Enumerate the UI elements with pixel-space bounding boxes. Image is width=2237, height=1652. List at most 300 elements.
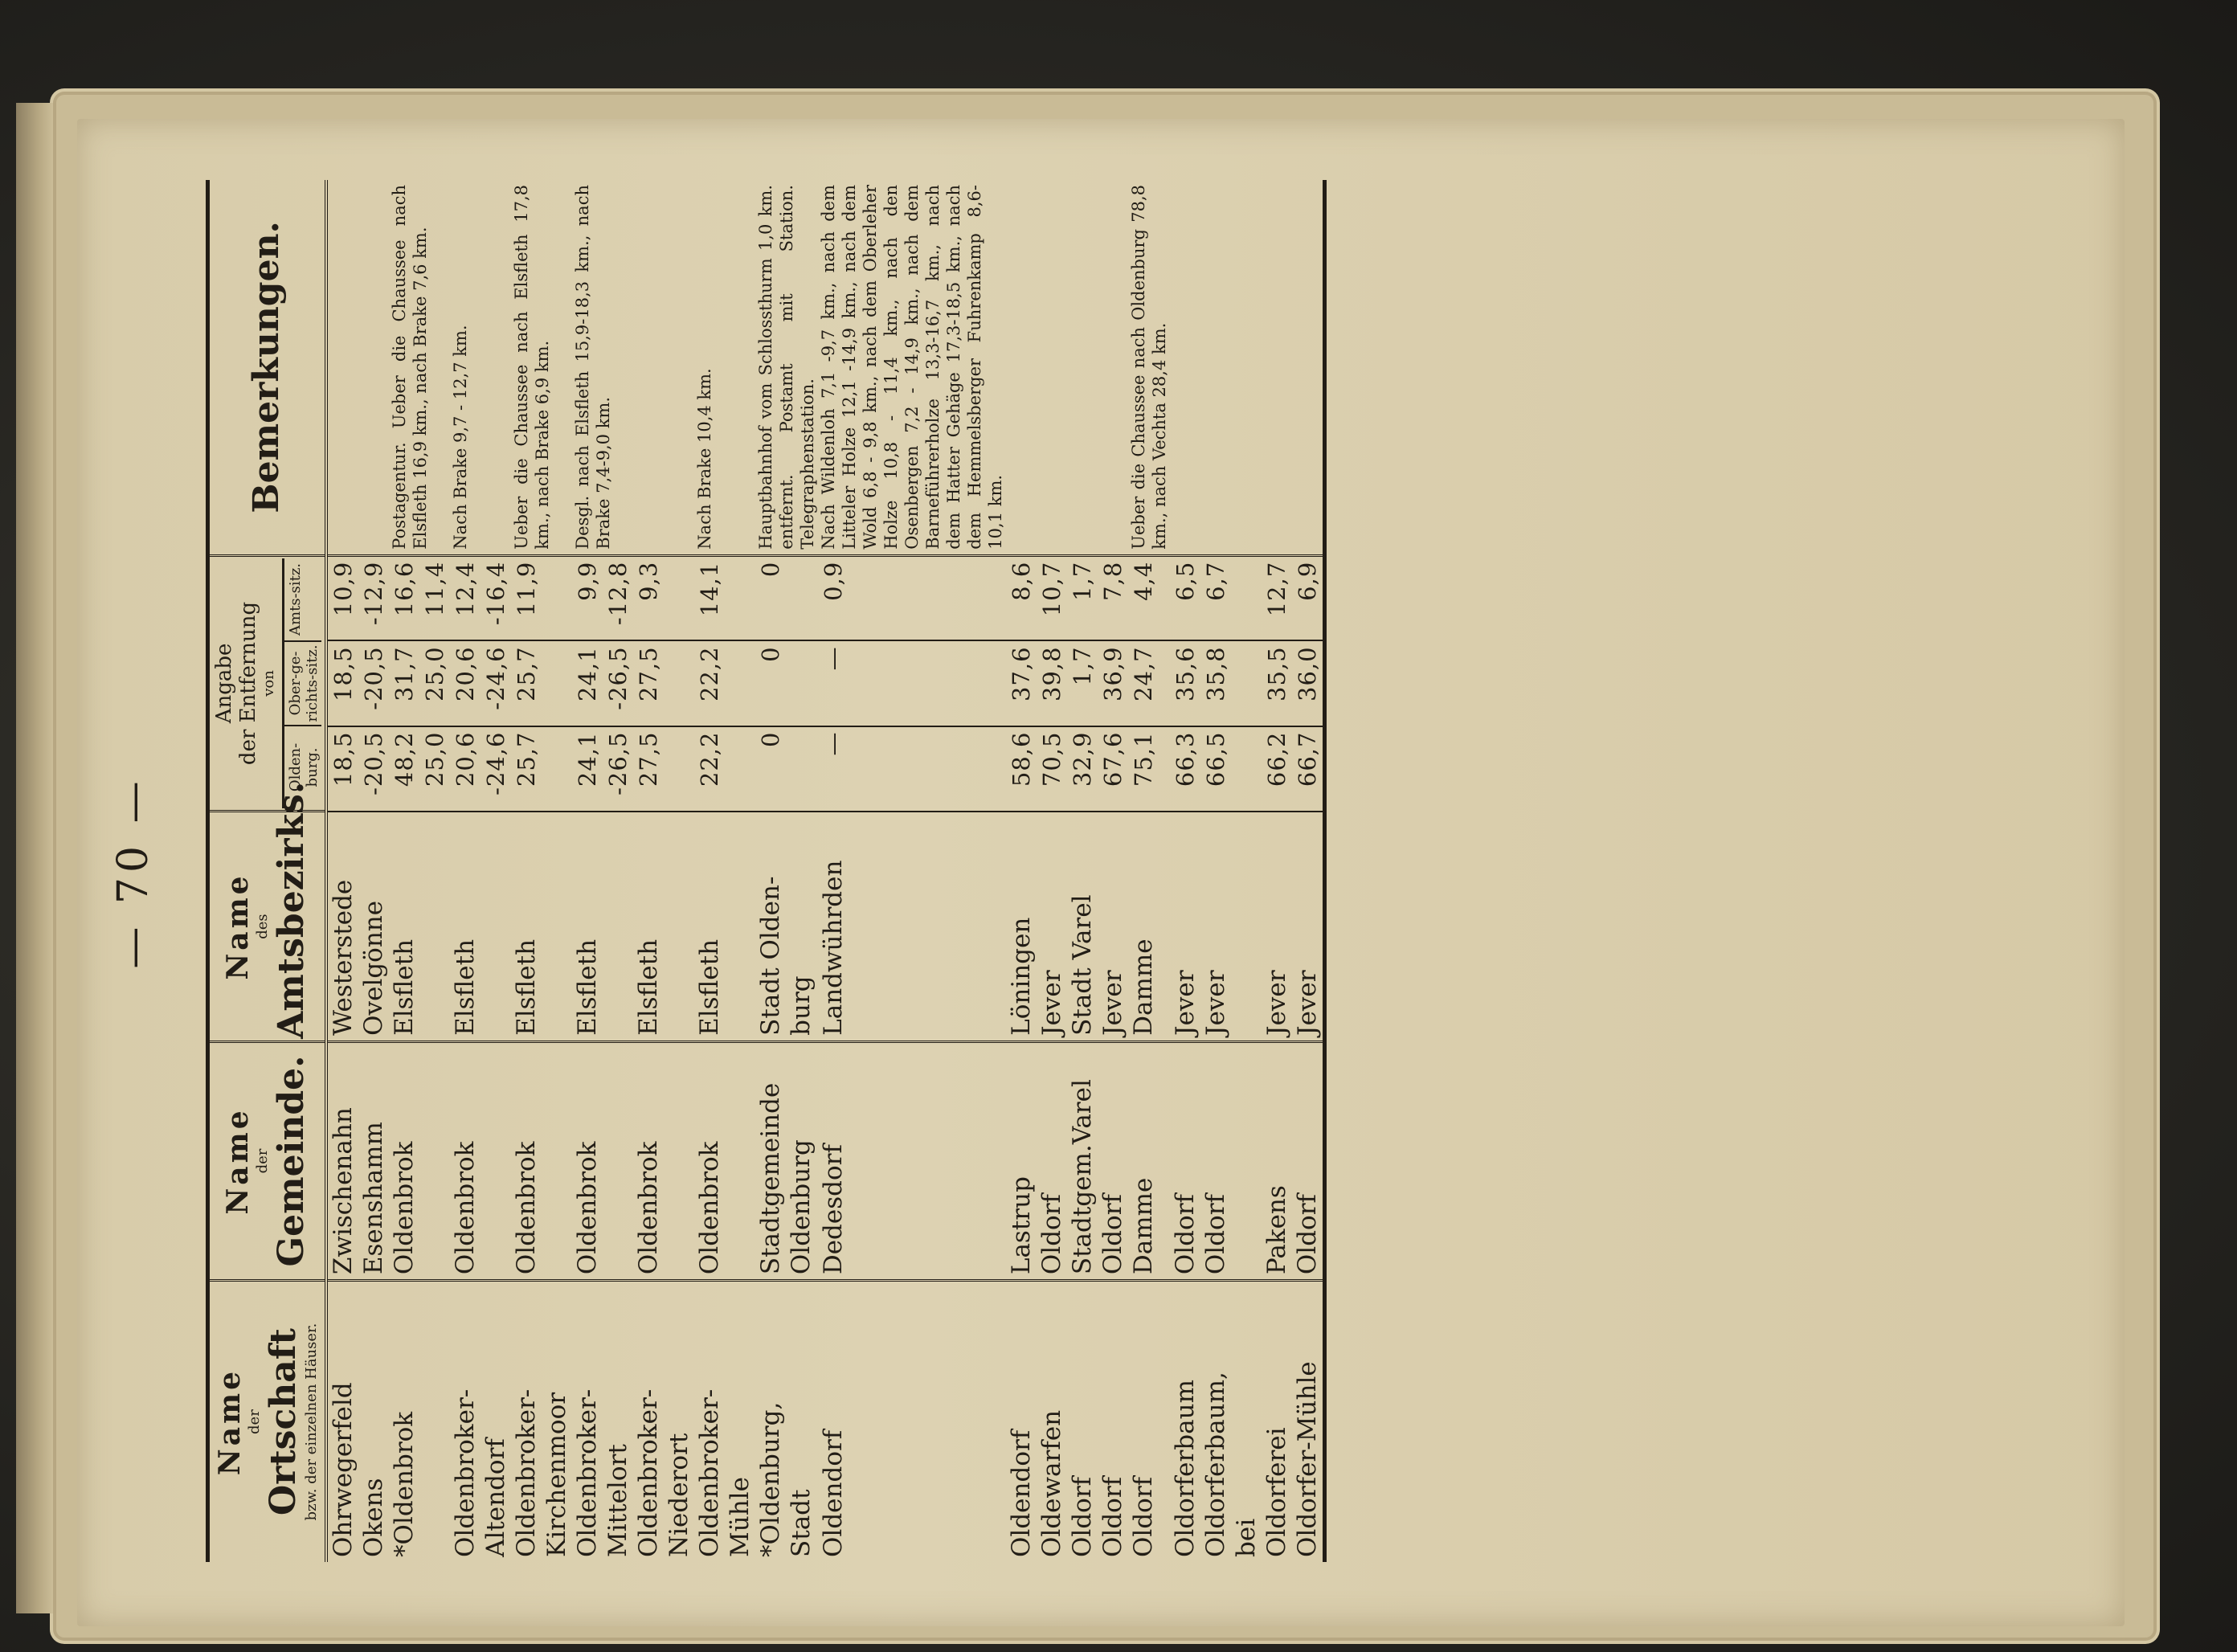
- dist-obergericht-cell-line: 35,6: [1171, 646, 1199, 701]
- ortschaft-cell-line: Oldenbroker-: [450, 1388, 480, 1557]
- dist-amtssitz-cell: [818, 555, 1006, 640]
- dist-oldenburg-cell-line: 20,6: [451, 731, 479, 787]
- bemerkungen-cell-line: Ueber die Chaussee nach Elsfleth 17,8 km., nach Brake 6,9 km.: [511, 185, 552, 550]
- gemeinde-cell: [1037, 1041, 1067, 1280]
- table-row: [1292, 180, 1325, 1562]
- dist-amtssitz-cell: [511, 555, 572, 640]
- dist-amtssitz-cell-line: 8,6: [1007, 561, 1035, 601]
- dist-oldenburg-cell: [1067, 726, 1098, 812]
- dist-amtssitz-cell: [1200, 555, 1262, 640]
- dist-obergericht-cell-line: 27,5: [634, 646, 662, 701]
- amtsbezirk-cell: [1262, 812, 1292, 1042]
- dist-obergericht-cell-line: -24,6: [481, 646, 509, 710]
- dist-amtssitz-cell-line: 9,9: [573, 561, 601, 601]
- amtsbezirk-cell-line: Elsfleth: [572, 938, 602, 1036]
- amtsbezirk-cell-line: Jever: [1200, 970, 1230, 1036]
- table-row: [1170, 180, 1200, 1562]
- gemeinde-cell: [633, 1041, 694, 1280]
- dist-oldenburg-cell: [755, 726, 818, 812]
- dist-obergericht-cell: [326, 640, 358, 726]
- dist-obergericht-cell-line: 36,9: [1098, 646, 1127, 701]
- gemeinde-cell-line: Oldorf: [1292, 1194, 1322, 1275]
- amtsbezirk-cell-line: Jever: [1262, 970, 1291, 1036]
- dist-amtssitz-cell: [1128, 555, 1170, 640]
- ortschaft-cell: [1292, 1281, 1325, 1562]
- dist-obergericht-cell: [1262, 640, 1292, 726]
- ortschaft-cell-line: Ohrwegerfeld: [328, 1382, 358, 1557]
- ortschaft-cell-line: bei: [1231, 1518, 1261, 1557]
- dist-oldenburg-cell-line: -24,6: [481, 731, 509, 795]
- ortschaft-cell-line: Oldorferbaum: [1170, 1380, 1200, 1557]
- amtsbezirk-cell-line: Westerstede: [328, 879, 358, 1036]
- dist-obergericht-cell: [358, 640, 389, 726]
- dist-obergericht-cell-line: 35,8: [1201, 646, 1229, 701]
- gemeinde-cell-line: Oldenburg: [786, 1139, 816, 1275]
- amtsbezirk-cell: [450, 812, 511, 1042]
- amtsbezirk-cell-line: Elsfleth: [511, 938, 541, 1036]
- amtsbezirk-cell: [1170, 812, 1200, 1042]
- gemeinde-cell: [1170, 1041, 1200, 1280]
- dist-oldenburg-cell: [1200, 726, 1262, 812]
- bemerkungen-cell: [572, 180, 633, 555]
- header-obergericht: Ober-ge-richts-sitz.: [284, 642, 321, 726]
- dist-amtssitz-cell-line: -16,4: [481, 561, 509, 626]
- dist-obergericht-cell-line: 24,7: [1129, 646, 1157, 701]
- dist-oldenburg-cell-line: 25,7: [512, 731, 540, 787]
- amtsbezirk-cell: [511, 812, 572, 1042]
- table-row: [450, 180, 511, 1562]
- header-row: [208, 180, 326, 1562]
- bemerkungen-cell: [633, 180, 694, 555]
- dist-obergericht-cell-line: 24,1: [573, 646, 601, 701]
- dist-obergericht-cell: [1128, 640, 1170, 726]
- dist-oldenburg-cell-line: 66,7: [1293, 731, 1321, 787]
- dist-oldenburg-cell-line: —: [819, 731, 847, 756]
- header-ortschaft: Name der Ortschaft bzw. der einzelnen Häuser.: [208, 1281, 326, 1562]
- table-row: [389, 180, 450, 1562]
- dist-oldenburg-cell-line: 66,2: [1262, 731, 1290, 787]
- gemeinde-cell-line: Oldenbrok: [572, 1141, 602, 1275]
- dist-oldenburg-cell-line: 32,9: [1068, 731, 1096, 787]
- dist-obergericht-cell: [389, 640, 450, 726]
- ortschaft-cell-line: Oldorfer-Mühle: [1292, 1361, 1322, 1557]
- dist-obergericht-cell: [633, 640, 694, 726]
- ortschaft-cell: [1006, 1281, 1037, 1562]
- dist-amtssitz-cell-line: -12,9: [359, 561, 387, 626]
- table-row: [633, 180, 694, 1562]
- table-row: [1006, 180, 1037, 1562]
- gemeinde-cell-line: Oldorf: [1098, 1194, 1127, 1275]
- bemerkungen-cell-line: Hauptbahnhof vom Schlossthurm 1,0 km. entfernt. Postamt mit Station. Telegraphenstation.: [755, 185, 817, 550]
- gemeinde-cell-line: Lastrup: [1006, 1176, 1036, 1275]
- ortschaft-cell: [358, 1281, 389, 1562]
- ortschaft-cell-line: Niederort: [664, 1433, 693, 1557]
- amtsbezirk-cell-line: Elsfleth: [694, 938, 724, 1036]
- dist-amtssitz-cell: [389, 555, 450, 640]
- table-row: [1037, 180, 1067, 1562]
- dist-obergericht-cell-line: 0: [756, 646, 784, 662]
- dist-amtssitz-cell: [1067, 555, 1098, 640]
- bemerkungen-cell: [1098, 180, 1128, 555]
- gemeinde-cell: [326, 1041, 358, 1280]
- rotated-page-content: [77, 119, 2125, 1626]
- dist-amtssitz-cell: [1292, 555, 1325, 640]
- dist-obergericht-cell-line: 22,2: [695, 646, 723, 701]
- dist-amtssitz-cell-line: 1,7: [1068, 561, 1096, 601]
- dist-oldenburg-cell: [1006, 726, 1037, 812]
- gemeinde-cell: [511, 1041, 572, 1280]
- dist-oldenburg-cell-line: 66,3: [1171, 731, 1199, 787]
- dist-amtssitz-cell-line: -12,8: [603, 561, 632, 626]
- dist-oldenburg-cell: [1262, 726, 1292, 812]
- dist-obergericht-cell-line: 35,5: [1262, 646, 1290, 701]
- dist-oldenburg-cell-line: 22,2: [695, 731, 723, 787]
- dist-oldenburg-cell-line: 75,1: [1129, 731, 1157, 787]
- bemerkungen-cell-line: Nach Wildenloh 7,1 -9,7 km., nach dem Litteler Holze 12,1 -14,9 km., nach dem Wold 6,8 - 9,8 km., nach dem Oberleher Holze 10,8 - 11,4 km., nach den Osenbergen 7,2 - 14,9 km., nach dem Barneführerholze 13,3-16,7 km., nach dem Hatter Gehäge 17,3-18,5 km., nach dem Hemmelsberger Fuhrenkamp 8,6-10,1 km.: [818, 185, 1005, 550]
- dist-amtssitz-cell-line: 11,9: [512, 561, 540, 617]
- dist-amtssitz-cell: [755, 555, 818, 640]
- bemerkungen-cell: [1292, 180, 1325, 555]
- amtsbezirk-cell: [1128, 812, 1170, 1042]
- dist-oldenburg-cell-line: 67,6: [1098, 731, 1127, 787]
- gemeinde-cell-line: Oldenbrok: [450, 1141, 480, 1275]
- dist-amtssitz-cell-line: 7,8: [1098, 561, 1127, 601]
- amtsbezirk-cell-line: Elsfleth: [450, 938, 480, 1036]
- gemeinde-cell: [389, 1041, 450, 1280]
- gemeinde-cell-line: Oldorf: [1037, 1194, 1066, 1275]
- dist-amtssitz-cell: [358, 555, 389, 640]
- gemeinde-cell: [1128, 1041, 1170, 1280]
- dist-oldenburg-cell: [1292, 726, 1325, 812]
- dist-amtssitz-cell: [1170, 555, 1200, 640]
- dist-obergericht-cell: [1200, 640, 1262, 726]
- table-row: [1200, 180, 1262, 1562]
- table-row: [358, 180, 389, 1562]
- dist-oldenburg-cell: [450, 726, 511, 812]
- dist-amtssitz-cell: [1262, 555, 1292, 640]
- ortschaft-cell: [1262, 1281, 1292, 1562]
- table-row: [694, 180, 755, 1562]
- header-oldenburg: Olden-burg.: [287, 742, 321, 792]
- amtsbezirk-cell-line: Stadt Olden-: [755, 876, 785, 1036]
- dist-oldenburg-cell: [389, 726, 450, 812]
- ortschaft-cell-line: Kirchenmoor: [542, 1392, 571, 1557]
- amtsbezirk-cell: [818, 812, 1006, 1042]
- dist-obergericht-cell: [1006, 640, 1037, 726]
- dist-amtssitz-cell-line: 10,9: [329, 561, 357, 617]
- bemerkungen-cell: [1200, 180, 1262, 555]
- page-number: — 70 —: [109, 776, 157, 969]
- bemerkungen-cell: [511, 180, 572, 555]
- bemerkungen-cell: [358, 180, 389, 555]
- dist-oldenburg-cell-line: 70,5: [1037, 731, 1065, 787]
- dist-amtssitz-cell-line: 14,1: [695, 561, 723, 617]
- gemeinde-cell-line: Stadtgem.Varel: [1067, 1079, 1097, 1275]
- header-gemeinde: Name der Gemeinde.: [208, 1041, 326, 1280]
- amtsbezirk-cell: [1067, 812, 1098, 1042]
- header-amtsbezirk: Name des Amtsbezirks.: [208, 812, 326, 1042]
- dist-obergericht-cell-line: 25,0: [420, 646, 448, 701]
- dist-amtssitz-cell: [450, 555, 511, 640]
- dist-oldenburg-cell-line: 0: [756, 731, 784, 747]
- amtsbezirk-cell-line: Elsfleth: [633, 938, 663, 1036]
- ortschaft-cell-line: *Oldenbrok: [389, 1411, 419, 1557]
- amtsbezirk-cell-line: Damme: [1128, 938, 1158, 1036]
- amtsbezirk-cell-line: Jever: [1292, 970, 1322, 1036]
- table-row: [1128, 180, 1170, 1562]
- dist-amtssitz-cell-line: 16,6: [390, 561, 418, 617]
- dist-obergericht-cell: [1170, 640, 1200, 726]
- dist-obergericht-cell-line: 25,7: [512, 646, 540, 701]
- amtsbezirk-cell-line: Jever: [1098, 970, 1127, 1036]
- dist-oldenburg-cell-line: 58,6: [1007, 731, 1035, 787]
- ortschaft-cell: [1067, 1281, 1098, 1562]
- dist-obergericht-cell: [1098, 640, 1128, 726]
- dist-obergericht-cell-line: 31,7: [390, 646, 418, 701]
- dist-obergericht-cell: [1067, 640, 1098, 726]
- dist-obergericht-cell: [450, 640, 511, 726]
- gemeinde-cell-line: Oldenbrok: [694, 1141, 724, 1275]
- dist-amtssitz-cell: [1006, 555, 1037, 640]
- dist-amtssitz-cell-line: 10,7: [1037, 561, 1065, 617]
- dist-oldenburg-cell-line: 66,5: [1201, 731, 1229, 787]
- dist-amtssitz-cell-line: 4,4: [1129, 561, 1157, 601]
- header-bemerkungen: Bemerkungen.: [208, 180, 326, 555]
- dist-amtssitz-cell-line: 0: [756, 561, 784, 578]
- bemerkungen-cell: [755, 180, 818, 555]
- dist-obergericht-cell-line: 1,7: [1068, 646, 1096, 686]
- dist-oldenburg-cell: [1128, 726, 1170, 812]
- table-row: [511, 180, 572, 1562]
- ortschaft-cell: [389, 1281, 450, 1562]
- dist-obergericht-cell: [1292, 640, 1325, 726]
- ortschaft-cell: [511, 1281, 572, 1562]
- dist-obergericht-cell: [755, 640, 818, 726]
- gemeinde-cell: [1200, 1041, 1262, 1280]
- amtsbezirk-cell-line: burg: [786, 975, 816, 1036]
- dist-oldenburg-cell: [358, 726, 389, 812]
- table-body: [326, 180, 1325, 1562]
- gemeinde-cell-line: Oldenbrok: [511, 1141, 541, 1275]
- gemeinde-cell-line: Dedesdorf: [818, 1144, 848, 1275]
- dist-amtssitz-cell-line: 0,9: [819, 561, 847, 601]
- ortschaft-cell-line: Oldorf: [1067, 1476, 1097, 1557]
- dist-obergericht-cell: [694, 640, 755, 726]
- dist-amtssitz-cell: [1037, 555, 1067, 640]
- ortschaft-cell: [1170, 1281, 1200, 1562]
- bemerkungen-cell: [389, 180, 450, 555]
- dist-obergericht-cell-line: -20,5: [359, 646, 387, 710]
- dist-obergericht-cell-line: 18,5: [329, 646, 357, 701]
- amtsbezirk-cell: [358, 812, 389, 1042]
- dist-obergericht-cell-line: 39,8: [1037, 646, 1065, 701]
- amtsbezirk-cell-line: Jever: [1037, 970, 1066, 1036]
- bemerkungen-cell-line: Desgl. nach Elsfleth 15,9-18,3 km., nach Brake 7,4-9,0 km.: [572, 185, 613, 550]
- gemeinde-cell-line: Oldenbrok: [389, 1141, 419, 1275]
- dist-oldenburg-cell-line: -20,5: [359, 731, 387, 795]
- dist-amtssitz-cell: [572, 555, 633, 640]
- dist-oldenburg-cell: [326, 726, 358, 812]
- ortschaft-cell-line: Oldorferbaum,: [1200, 1372, 1230, 1557]
- dist-oldenburg-cell-line: 18,5: [329, 731, 357, 787]
- ortschaft-cell-line: Oldenbroker-: [633, 1388, 663, 1557]
- table-row: [1067, 180, 1098, 1562]
- dist-obergericht-cell: [572, 640, 633, 726]
- amtsbezirk-cell-line: Löningen: [1006, 917, 1036, 1036]
- dist-oldenburg-cell: [633, 726, 694, 812]
- amtsbezirk-cell: [1098, 812, 1128, 1042]
- dist-oldenburg-cell-line: -26,5: [603, 731, 632, 795]
- dist-amtssitz-cell-line: 6,9: [1293, 561, 1321, 601]
- gemeinde-cell: [1262, 1041, 1292, 1280]
- bemerkungen-cell-line: Nach Brake 10,4 km.: [694, 368, 714, 550]
- ortschaft-cell-line: Altendorf: [481, 1438, 510, 1557]
- ortschaft-cell-line: Oldorf: [1098, 1476, 1127, 1557]
- table-row: [326, 180, 358, 1562]
- ortschaft-cell: [1200, 1281, 1262, 1562]
- ortschaft-cell: [450, 1281, 511, 1562]
- dist-amtssitz-cell-line: 11,4: [420, 561, 448, 617]
- dist-oldenburg-cell: [572, 726, 633, 812]
- gemeinde-cell: [1098, 1041, 1128, 1280]
- bemerkungen-cell: [1128, 180, 1170, 555]
- amtsbezirk-cell: [1006, 812, 1037, 1042]
- dist-oldenburg-cell-line: 48,2: [390, 731, 418, 787]
- dist-obergericht-cell: [1037, 640, 1067, 726]
- ortschaft-cell: [694, 1281, 755, 1562]
- ortschaft-cell-line: Oldorferei: [1262, 1427, 1291, 1557]
- dist-oldenburg-cell: [1098, 726, 1128, 812]
- amtsbezirk-cell-line: Ovelgönne: [358, 900, 388, 1036]
- bemerkungen-cell-line: Nach Brake 9,7 - 12,7 km.: [450, 325, 470, 550]
- dist-obergericht-cell-line: 36,0: [1293, 646, 1321, 701]
- table-row: [818, 180, 1006, 1562]
- gemeinde-cell-line: Zwischenahn: [328, 1107, 358, 1275]
- ortschaft-cell-line: Oldendorf: [818, 1429, 848, 1557]
- bemerkungen-cell: [1262, 180, 1292, 555]
- ortschaft-cell: [1098, 1281, 1128, 1562]
- ortschaft-cell-line: Oldenbroker-: [511, 1388, 541, 1557]
- gemeinde-cell: [1006, 1041, 1037, 1280]
- dist-oldenburg-cell: [1037, 726, 1067, 812]
- gemeinde-cell-line: Pakens: [1262, 1185, 1291, 1275]
- ortschaft-cell-line: Oldenbroker-: [694, 1388, 724, 1557]
- amtsbezirk-cell-line: Jever: [1170, 970, 1200, 1036]
- dist-oldenburg-cell: [511, 726, 572, 812]
- header-amtssitz: Amts-sitz.: [284, 558, 321, 643]
- amtsbezirk-cell: [694, 812, 755, 1042]
- gemeinde-cell: [818, 1041, 1006, 1280]
- amtsbezirk-cell: [1200, 812, 1262, 1042]
- gemeinde-cell-line: Oldorf: [1170, 1194, 1200, 1275]
- gemeinde-cell: [1292, 1041, 1325, 1280]
- ortschaft-cell: [572, 1281, 633, 1562]
- bemerkungen-cell-line: Ueber die Chaussee nach Oldenburg 78,8 km., nach Vechta 28,4 km.: [1128, 185, 1169, 550]
- amtsbezirk-cell: [755, 812, 818, 1042]
- bemerkungen-cell: [694, 180, 755, 555]
- bemerkungen-cell: [450, 180, 511, 555]
- table-row: [572, 180, 633, 1562]
- amtsbezirk-cell: [326, 812, 358, 1042]
- gemeinde-cell: [358, 1041, 389, 1280]
- ortschaft-cell-line: Okens: [358, 1478, 388, 1557]
- header-entfernung: Angabe der Entfernung von Olden-burg. Ober-ge-richts-sitz. Amts-sitz.: [208, 555, 326, 812]
- dist-amtssitz-cell: [1098, 555, 1128, 640]
- ortschaft-cell-line: Oldenbroker-: [572, 1388, 602, 1557]
- bemerkungen-cell-line: Postagentur. Ueber die Chaussee nach Elsfleth 16,9 km., nach Brake 7,6 km.: [389, 185, 430, 550]
- table-row: [1098, 180, 1128, 1562]
- dist-amtssitz-cell-line: 12,4: [451, 561, 479, 617]
- gemeinde-cell: [450, 1041, 511, 1280]
- bemerkungen-cell: [1006, 180, 1037, 555]
- dist-obergericht-cell: [818, 640, 1006, 726]
- dist-amtssitz-cell: [633, 555, 694, 640]
- amtsbezirk-cell-line: Stadt Varel: [1067, 894, 1097, 1036]
- dist-oldenburg-cell: [1170, 726, 1200, 812]
- amtsbezirk-cell: [389, 812, 450, 1042]
- ortschaft-cell: [1128, 1281, 1170, 1562]
- bemerkungen-cell: [1067, 180, 1098, 555]
- dist-oldenburg-cell-line: 24,1: [573, 731, 601, 787]
- dist-obergericht-cell-line: —: [819, 646, 847, 671]
- gemeinde-cell: [572, 1041, 633, 1280]
- dist-obergericht-cell-line: 37,6: [1007, 646, 1035, 701]
- dist-obergericht-cell-line: -26,5: [603, 646, 632, 710]
- amtsbezirk-cell: [572, 812, 633, 1042]
- ortschaft-cell-line: Oldewarfen: [1037, 1409, 1066, 1557]
- amtsbezirk-cell-line: Elsfleth: [389, 938, 419, 1036]
- dist-oldenburg-cell: [694, 726, 755, 812]
- dist-oldenburg-cell-line: 25,0: [420, 731, 448, 787]
- amtsbezirk-cell: [1037, 812, 1067, 1042]
- table-row: [1262, 180, 1292, 1562]
- gemeinde-cell-line: Damme: [1128, 1177, 1158, 1275]
- dist-obergericht-cell: [511, 640, 572, 726]
- ortschaft-cell-line: Stadt: [786, 1489, 816, 1557]
- gemeinde-cell-line: Esenshamm: [358, 1122, 388, 1275]
- gemeinde-cell-line: Oldenbrok: [633, 1141, 663, 1275]
- dist-obergericht-cell-line: 20,6: [451, 646, 479, 701]
- table-row: [755, 180, 818, 1562]
- amtsbezirk-cell: [1292, 812, 1325, 1042]
- dist-amtssitz-cell-line: 6,5: [1171, 561, 1199, 601]
- amtsbezirk-cell: [633, 812, 694, 1042]
- ortschaft-cell: [633, 1281, 694, 1562]
- gemeinde-cell: [694, 1041, 755, 1280]
- ortschaft-cell: [755, 1281, 818, 1562]
- bemerkungen-cell: [1170, 180, 1200, 555]
- ortschaft-cell-line: Oldendorf: [1006, 1429, 1036, 1557]
- bemerkungen-cell: [1037, 180, 1067, 555]
- dist-oldenburg-cell: [818, 726, 1006, 812]
- ortschaft-cell-line: Oldorf: [1128, 1476, 1158, 1557]
- ortschaft-cell: [326, 1281, 358, 1562]
- place-register-table: [206, 180, 1327, 1562]
- gemeinde-cell: [755, 1041, 818, 1280]
- ortschaft-cell: [1037, 1281, 1067, 1562]
- gemeinde-cell-line: Stadtgemeinde: [755, 1082, 785, 1275]
- gemeinde-cell: [1067, 1041, 1098, 1280]
- dist-amtssitz-cell: [694, 555, 755, 640]
- amtsbezirk-cell-line: Landwührden: [818, 860, 848, 1036]
- binding-fold: [16, 103, 53, 1613]
- bemerkungen-cell: [326, 180, 358, 555]
- bemerkungen-cell: [818, 180, 1006, 555]
- dist-amtssitz-cell-line: 12,7: [1262, 561, 1290, 617]
- ortschaft-cell: [818, 1281, 1006, 1562]
- gemeinde-cell-line: Oldorf: [1200, 1194, 1230, 1275]
- ortschaft-cell-line: Mühle: [725, 1477, 755, 1557]
